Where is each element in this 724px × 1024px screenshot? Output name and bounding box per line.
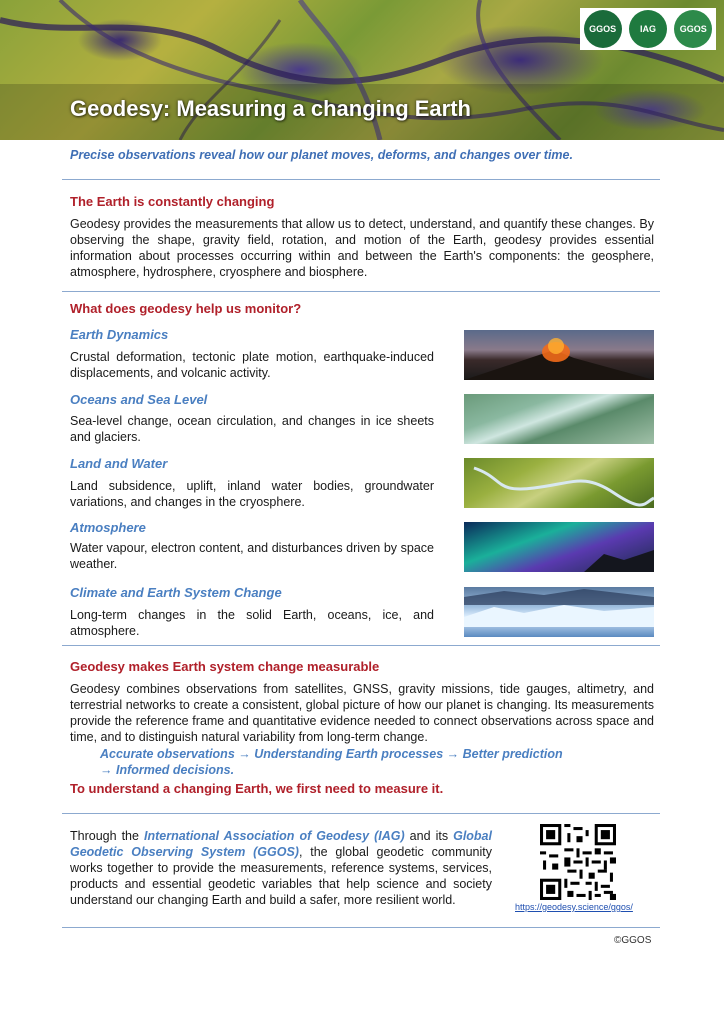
- ggos-iag-logo-icon: GGOS: [674, 10, 712, 48]
- topic-title-earth-dynamics: Earth Dynamics: [70, 327, 169, 342]
- process-chain-line-1: Accurate observations → Understanding Earth processes → Better prediction: [100, 747, 563, 761]
- section-heading-changing: The Earth is constantly changing: [70, 194, 275, 209]
- ggos-website-link[interactable]: https://geodesy.science/ggos/: [515, 902, 633, 912]
- divider: [62, 927, 660, 928]
- river-image: [464, 458, 654, 508]
- topic-text-land-water: Land subsidence, uplift, inland water bodies, groundwater variations, and changes in the cryosphere.: [70, 479, 434, 509]
- conclusion: To understand a changing Earth, we first need to measure it.: [70, 781, 444, 796]
- section-heading-measurable: Geodesy makes Earth system change measurable: [70, 659, 380, 674]
- header-banner: [0, 0, 724, 140]
- logo-strip: [580, 8, 716, 50]
- footer-text: Through the International Association of Geodesy (IAG) and its Global Geodetic Observing System (GGOS), the global geodetic community works together to provide the measurements, reference systems, services, products and essential geodetic variables that help science and society understand our changing Earth and build a safer, more resilient world.: [70, 829, 493, 907]
- page-title: Geodesy: Measuring a changing Earth: [70, 96, 471, 121]
- aurora-image: [464, 522, 654, 572]
- ocean-image: [464, 394, 654, 444]
- divider: [62, 179, 660, 180]
- subtitle: Precise observations reveal how our planet moves, deforms, and changes over time.: [70, 148, 573, 162]
- iag-name: International Association of Geodesy (IAG): [144, 829, 405, 843]
- divider: [62, 291, 660, 292]
- topic-text-earth-dynamics: Crustal deformation, tectonic plate motion, earthquake-induced displacements, and volcanic activity.: [70, 350, 434, 380]
- topic-text-climate: Long-term changes in the solid Earth, oceans, ice, and atmosphere.: [70, 608, 434, 638]
- topic-text-oceans: Sea-level change, ocean circulation, and changes in ice sheets and glaciers.: [70, 414, 434, 444]
- topic-title-land-water: Land and Water: [70, 456, 168, 471]
- divider: [62, 813, 660, 814]
- section-body-measurable: Geodesy combines observations from satellites, GNSS, gravity missions, tide gauges, altimetry, and terrestrial networks to create a consistent, global picture of how our planet is changing. Its measurements provide the reference frame and quantitative evidence needed to connect observations across space and time, and to distinguish natural variability from long-term change.: [70, 682, 654, 744]
- ggos-name: Global Geodetic Observing System (GGOS): [70, 829, 492, 859]
- divider: [62, 645, 660, 646]
- topic-title-oceans: Oceans and Sea Level: [70, 392, 208, 407]
- topic-title-atmosphere: Atmosphere: [70, 520, 146, 535]
- ggos-logo-icon: GGOS: [584, 10, 622, 48]
- process-chain-line-2: → Informed decisions.: [100, 763, 235, 777]
- iag-logo-icon: IAG: [629, 10, 667, 48]
- topic-title-climate: Climate and Earth System Change: [70, 585, 282, 600]
- qr-code-icon[interactable]: [540, 824, 616, 900]
- topic-text-atmosphere: Water vapour, electron content, and disturbances driven by space weather.: [70, 541, 434, 571]
- copyright: ©GGOS: [614, 935, 652, 946]
- section-heading-monitor: What does geodesy help us monitor?: [70, 301, 302, 316]
- section-body-changing: Geodesy provides the measurements that allow us to detect, understand, and quantify these changes. By observing the shape, gravity field, rotation, and motion of the Earth, geodesy provides essential information about processes occurring within and between the Earth's components: the geosphere, atmosphere, hydrosphere, cryosphere and biosphere.: [70, 217, 654, 279]
- volcano-image: [464, 330, 654, 380]
- glacier-image: [464, 587, 654, 637]
